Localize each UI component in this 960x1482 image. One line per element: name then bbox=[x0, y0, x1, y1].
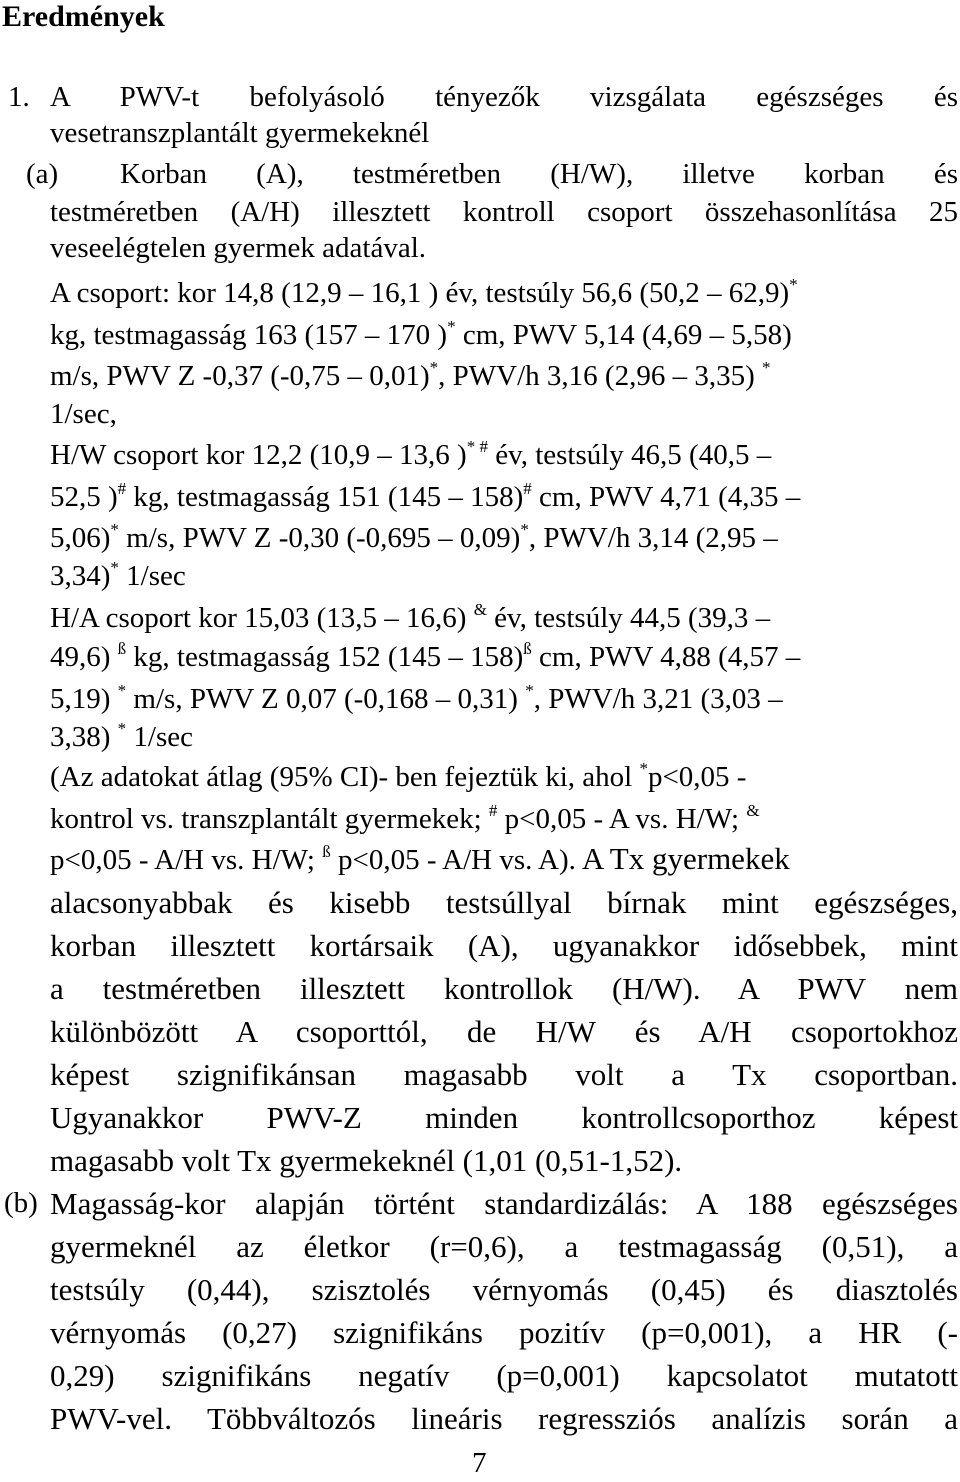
stats-line: 3,34)* 1/sec bbox=[50, 558, 186, 592]
stats-line: 52,5 )# kg, testmagasság 151 (145 – 158)# cm, PWV 4,71 (4,35 – bbox=[50, 479, 801, 513]
body-line: különbözött A csoporttól, de H/W és A/H csoportokhoz bbox=[50, 1014, 958, 1049]
body-line: magasabb volt Tx gyermekeknél (1,01 (0,51-1,52). bbox=[50, 1143, 683, 1178]
stats-line: 5,19) * m/s, PWV Z 0,07 (-0,168 – 0,31) *, PWV/h 3,21 (3,03 – bbox=[50, 681, 783, 715]
stats-line: 49,6) $^ß$ kg, testmagasság 152 (145 – 158)$^ß$ cm, PWV 4,88 (4,57 – bbox=[50, 639, 801, 673]
stats-note-line: p<0,05 - A/H vs. H/W; $^ß$ p<0,05 - A/H vs. A). A Tx gyermekek bbox=[50, 841, 790, 876]
stats-line: H/W csoport kor 12,2 (10,9 – 13,6 )* # év, testsúly 46,5 (40,5 – bbox=[50, 437, 772, 471]
stats-line: A csoport: kor 14,8 (12,9 – 16,1 ) év, testsúly 56,6 (50,2 – 62,9)* bbox=[50, 275, 798, 309]
body-line: képest szignifikánsan magasabb volt a Tx csoportban. bbox=[50, 1057, 958, 1092]
part-b-line: PWV-vel. Többváltozós lineáris regressziós analízis során a bbox=[50, 1401, 958, 1436]
section-heading: Eredmények bbox=[2, 0, 165, 33]
part-b-line: testsúly (0,44), szisztolés vérnyomás (0,45) és diasztolés bbox=[50, 1272, 958, 1307]
body-line: korban illesztett kortársaik (A), ugyanakkor idősebbek, mint bbox=[50, 928, 958, 963]
stats-line: 5,06)* m/s, PWV Z -0,30 (-0,695 – 0,09)*, PWV/h 3,14 (2,95 – bbox=[50, 520, 778, 554]
part-a-line: veseelégtelen gyermek adatával. bbox=[50, 232, 426, 264]
body-line: Ugyanakkor PWV-Z minden kontrollcsoporthoz képest bbox=[50, 1100, 958, 1135]
part-b-line: Magasság-kor alapján történt standardizálás: A 188 egészséges bbox=[50, 1186, 958, 1221]
part-b-line: gyermeknél az életkor (r=0,6), a testmagasság (0,51), a bbox=[50, 1229, 958, 1264]
part-b-line: 0,29) szignifikáns negatív (p=0,001) kapcsolatot mutatott bbox=[50, 1358, 958, 1393]
part-a-line: testméretben (A/H) illesztett kontroll csoport összehasonlítása 25 bbox=[50, 196, 958, 228]
body-line: alacsonyabbak és kisebb testsúllyal bírnak mint egészséges, bbox=[50, 885, 958, 920]
section-number: 1. bbox=[8, 81, 30, 113]
stats-note-line: (Az adatokat átlag (95% CI)- ben fejeztük ki, ahol *p<0,05 - bbox=[50, 759, 747, 793]
section-title-line: vesetranszplantált gyermekeknél bbox=[50, 117, 430, 149]
section-title-line: A PWV-t befolyásoló tényezők vizsgálata egészséges és bbox=[50, 81, 958, 113]
page-number: 7 bbox=[472, 1447, 487, 1479]
part-b-line: vérnyomás (0,27) szignifikáns pozitív (p=0,001), a HR (- bbox=[50, 1315, 958, 1350]
stats-line: m/s, PWV Z -0,37 (-0,75 – 0,01)*, PWV/h 3,16 (2,96 – 3,35) * bbox=[50, 358, 771, 392]
stats-line: 3,38) * 1/sec bbox=[50, 719, 194, 753]
part-a-label: (a) bbox=[26, 158, 59, 190]
body-line: a testméretben illesztett kontrollok (H/W). A PWV nem bbox=[50, 971, 958, 1006]
stats-note-line: kontrol vs. transzplantált gyermekek; # p<0,05 - A vs. H/W; & bbox=[50, 801, 760, 835]
stats-line: 1/sec, bbox=[50, 398, 117, 430]
part-b-label: (b) bbox=[4, 1187, 38, 1219]
stats-line: H/A csoport kor 15,03 (13,5 – 16,6) & év, testsúly 44,5 (39,3 – bbox=[50, 600, 771, 634]
part-a-line: Korban (A), testméretben (H/W), illetve korban és bbox=[120, 158, 958, 190]
stats-line: kg, testmagasság 163 (157 – 170 )* cm, PWV 5,14 (4,69 – 5,58) bbox=[50, 317, 792, 351]
